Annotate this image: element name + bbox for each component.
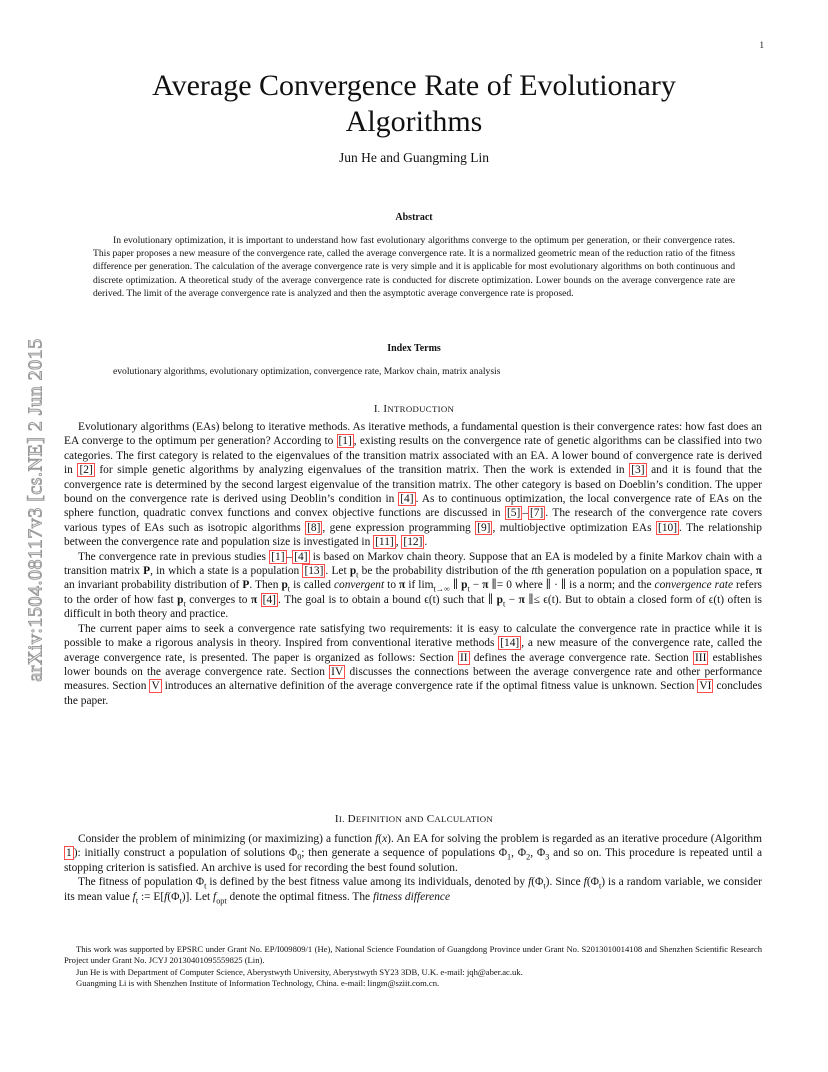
section-body-introduction xyxy=(64,420,762,708)
paragraph: The current paper aims to seek a convergence rate satisfying two requirements: it is easy to calculate the convergence rate in practice while it is possible to make a rigorous analysis in theory. Inspired from conventional iterative methods [14] , a new measure of the convergence rate, called the average convergence rate, is presented. The paper is organized as follows: Section II defines the average convergence rate. Section III establishes lower bounds on the average convergence rate. Section IV discusses the connections between the average convergence rate and other performance measures. Section V introduces an alternative definition of the average convergence rate if the optimal fitness value is unknown. Section VI concludes the paper. xyxy=(64,622,763,707)
citation-link[interactable]: [12] xyxy=(403,536,423,549)
footnote-author-he: Jun He is with Department of Computer Science, Aberystwyth University, Aberystwyth SY23 3DB, U.K. e-mail: jqh@aber.ac.uk. xyxy=(76,966,523,977)
paragraph: The fitness of population $\Phi_t$ is defined by the best fitness value among its individuals, denoted by $f(\Phi_t)$. Since $f(\Phi_t)$ is a random variable, we consider its mean value $f_t$ := $E[f(\Phi_t)]$. Let $f_{opt}$ denote the optimal fitness. The fitness difference xyxy=(64,876,762,905)
paragraph: The convergence rate in previous studies [1] – [4] is based on Markov chain theory. Suppose that an EA is modeled by a finite Markov chain with a transition matrix P, in which a state is a population [13] . Let $p_t$ be the probability distribution of the tth generation population on a population space, π an invariant probability distribution of P. Then $p_t$ is called convergent to π if $\lim_{t\to\infty}$ ∥ $p_t - \pi$ ∥= 0 where ∥ · ∥ is a norm; and the convergence rate refers to the order of how fast $p_t$ converges to π [4] . The goal is to obtain a bound ϵ(t) such that ∥ $p_t - \pi$ ∥≤ ϵ(t). But to obtain a closed form of ϵ(t) often is difficult in both theory and practice. xyxy=(64,550,763,621)
citation-link[interactable]: [5] xyxy=(507,507,521,520)
citation-link[interactable]: V xyxy=(151,680,160,693)
citation-link[interactable]: [14] xyxy=(500,637,520,650)
citation-link[interactable]: [1] xyxy=(271,550,285,563)
section-heading-introduction: I. INTRODUCTION xyxy=(373,403,455,415)
citation-link[interactable]: [4] xyxy=(400,493,414,506)
paragraph: Evolutionary algorithms (EAs) belong to iterative methods. As iterative methods, a fundamental question is their convergence rates: how fast does an EA converge to the optimum per generation? According to [1] , existing results on the convergence rate of genetic algorithms can be classified into two categories. The first category is related to the eigenvalues of the transition matrix associated with an EA. A lower bound of convergence rate is derived in [2] for simple genetic algorithms by analyzing eigenvalues of the transition matrix. Then the work is extended in [3] and it is found that the convergence rate is determined by the second largest eigenvalue of the transition matrix. The other category is based on Doeblin’s condition. The upper bound on the convergence rate is derived using Deoblin’s condition in [4] . As to continuous optimization, the local convergence rate of EAs on the sphere function, quadratic convex functions and convex objective functions are discussed in [5] – [7] . The research of the convergence rate covers various types of EAs such as isotropic algorithms [8] , gene expression programming [9] , multiobjective optimization EAs [10] . The relationship between the convergence rate and population size is investigated in [11] , [12] . xyxy=(64,421,763,549)
citation-link[interactable]: [7] xyxy=(530,507,544,520)
section-body-definition xyxy=(64,832,762,904)
arxiv-side-stamp xyxy=(18,270,54,750)
abstract-text: In evolutionary optimization, it is important to understand how fast evolutionary algorithms converge to the optimum per generation, or their convergence rates. This paper proposes a new measure of the convergence rate, called the average convergence rate. It is a normalized geometric mean of the reduction ratio of the fitness difference per generation. The calculation of the average convergence rate is very simple and it is applicable for most evolutionary algorithms on both continuous and discrete optimization. A theoretical study of the average convergence rate is conducted for discrete optimization. Lower bounds on the average convergence rate are derived. The limit of the average convergence rate is analyzed and then the asymptotic average convergence rate is proposed. xyxy=(93,235,735,299)
page-number: 1 xyxy=(759,40,764,50)
citation-link[interactable]: [3] xyxy=(631,464,645,477)
citation-link[interactable]: [2] xyxy=(79,464,93,477)
citation-link[interactable]: IV xyxy=(331,665,344,678)
citation-link[interactable]: [11] xyxy=(375,536,394,549)
abstract-heading: Abstract xyxy=(395,212,433,223)
citation-link[interactable]: [4] xyxy=(294,550,308,563)
index-terms-text: evolutionary algorithms, evolutionary optimization, convergence rate, Markov chain, matrix analysis xyxy=(113,366,501,377)
citation-link[interactable]: [8] xyxy=(307,521,321,534)
section-heading-definition: II. DEFINITION aND CALCULATION xyxy=(334,813,494,825)
citation-link[interactable]: [10] xyxy=(658,521,678,534)
citation-link[interactable]: [1] xyxy=(338,435,352,448)
citation-link[interactable]: [13] xyxy=(304,565,324,578)
footnote-funding: This work was supported by EPSRC under Grant No. EP/I009809/1 (He), National Science Foundation of Guangdong Province under Grant No. S2013010014108 and Shenzhen Scientific Research Project under Grant No. JCYJ 20130401095559825 (Lin). xyxy=(64,944,762,966)
index-terms-heading: Index Terms xyxy=(387,343,441,354)
citation-link[interactable]: III xyxy=(695,651,707,664)
paragraph: Consider the problem of minimizing (or maximizing) a function f(x). An EA for solving the problem is regarded as an iterative procedure (Algorithm 1 ): initially construct a population of solutions $\Phi_0$; then generate a sequence of populations $\Phi_1$, $\Phi_2$, $\Phi_3$ and so on. This procedure is repeated until a stopping criterion is satisfied. An archive is used for recording the best found solution. xyxy=(64,833,763,874)
citation-link[interactable]: 1 xyxy=(66,847,72,860)
footnote-author-lin: Guangming Li is with Shenzhen Institute of Information Technology, China. e-mail: lingm@sziit.com.cn. xyxy=(76,978,440,989)
authors: Jun He and Guangming Lin xyxy=(339,150,489,165)
citation-link[interactable]: [9] xyxy=(477,521,491,534)
paper-title: Average Convergence Rate of Evolutionary Algorithms xyxy=(152,69,676,138)
citation-link[interactable]: VI xyxy=(699,680,712,693)
citation-link[interactable]: [4] xyxy=(262,593,276,606)
footnotes xyxy=(64,944,762,990)
citation-link[interactable]: II xyxy=(459,651,468,664)
arxiv-identifier: arXiv:1504.08117v3 [cs.NE] 2 Jun 2015 xyxy=(24,338,47,682)
